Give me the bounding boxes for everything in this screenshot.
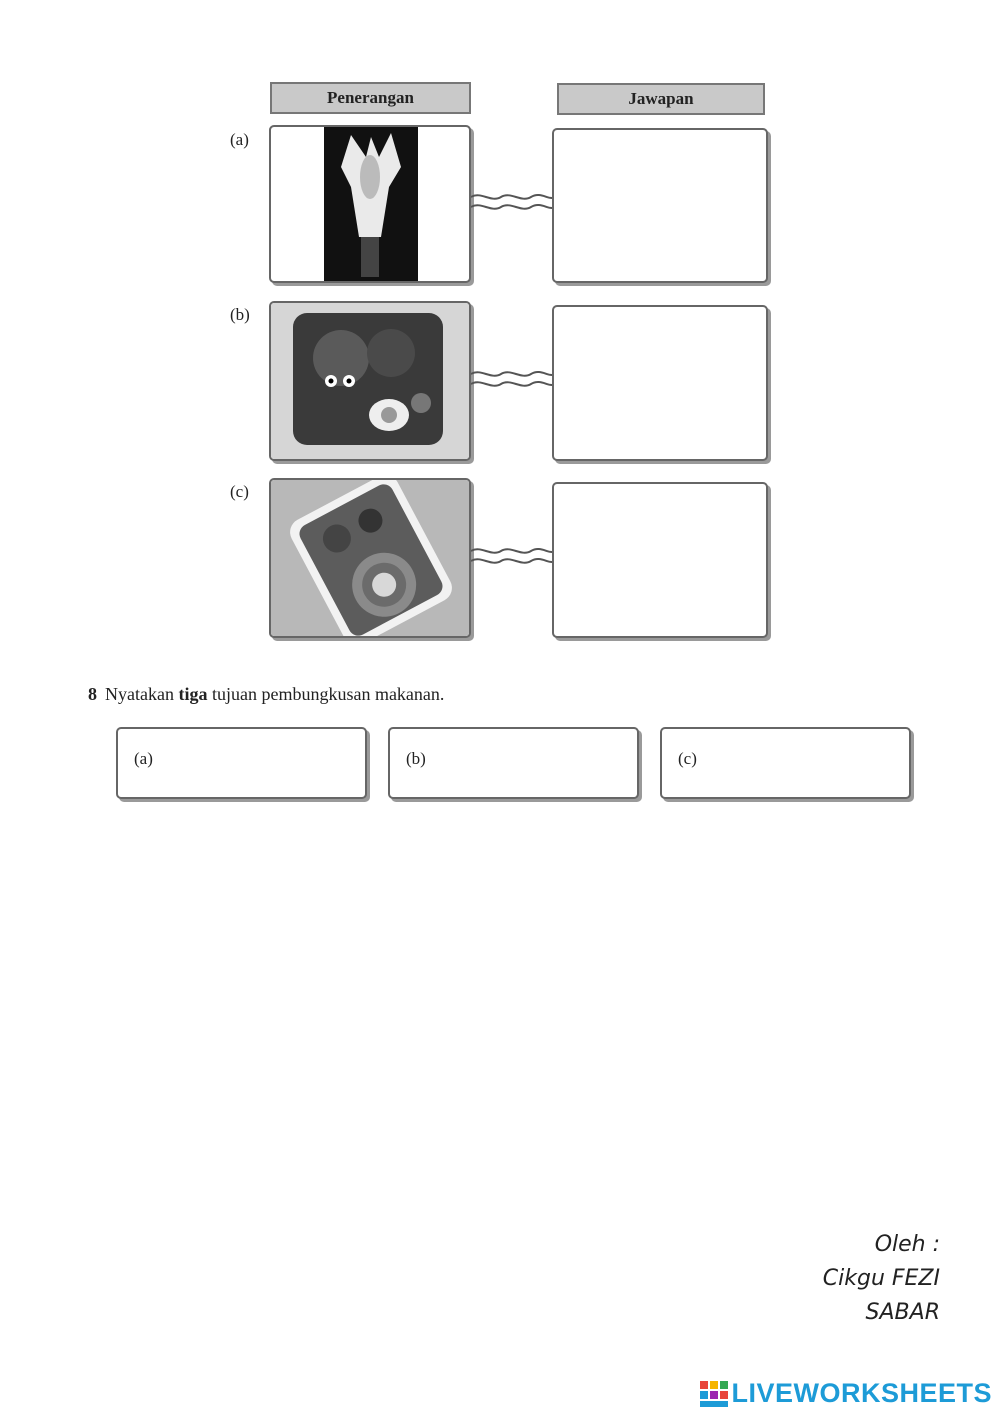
image-card-b — [269, 301, 471, 461]
question-text-after: tujuan pembungkusan makanan. — [211, 684, 445, 704]
answer-box-c[interactable] — [552, 482, 768, 638]
bento-lunchbox-image — [271, 303, 469, 459]
question-text-bold: tiga — [178, 684, 208, 704]
author-credit — [823, 1228, 940, 1330]
bento-turkey-image — [271, 480, 469, 636]
question-number: 8 — [88, 684, 97, 704]
purpose-input-a[interactable] — [166, 743, 355, 781]
purpose-label-b: (b) — [406, 749, 426, 768]
purpose-input-b[interactable] — [438, 743, 627, 781]
question-text-before: Nyatakan — [105, 684, 174, 704]
liveworksheets-brand[interactable] — [700, 1378, 992, 1409]
row-label-c: (c) — [230, 482, 249, 501]
purpose-box-a[interactable] — [116, 727, 367, 799]
purpose-label-a: (a) — [134, 749, 153, 768]
purpose-input-c[interactable] — [710, 743, 899, 781]
credit-line-3: SABAR — [865, 1300, 940, 1325]
answer-box-b[interactable] — [552, 305, 768, 461]
purpose-label-c: (c) — [678, 749, 697, 768]
image-card-a — [269, 125, 471, 283]
question-8 — [88, 684, 444, 705]
image-card-c — [269, 478, 471, 638]
juice-bottle-image — [271, 127, 469, 281]
purpose-box-c[interactable] — [660, 727, 911, 799]
row-label-b: (b) — [230, 305, 250, 324]
credit-line-2: Cikgu FEZI — [822, 1266, 940, 1291]
brand-name: LIVEWORKSHEETS — [731, 1378, 992, 1408]
credit-line-1: Oleh : — [874, 1232, 940, 1257]
answer-input-c[interactable] — [554, 484, 766, 636]
row-label-a: (a) — [230, 130, 249, 149]
header-penerangan: Penerangan — [270, 82, 471, 114]
connector-b — [471, 367, 555, 391]
header-jawapan: Jawapan — [557, 83, 765, 115]
answer-box-a[interactable] — [552, 128, 768, 283]
liveworksheets-logo-icon — [700, 1381, 728, 1407]
connector-c — [471, 544, 555, 568]
purpose-box-b[interactable] — [388, 727, 639, 799]
answer-input-b[interactable] — [554, 307, 766, 459]
answer-input-a[interactable] — [554, 130, 766, 281]
connector-a — [471, 190, 555, 214]
